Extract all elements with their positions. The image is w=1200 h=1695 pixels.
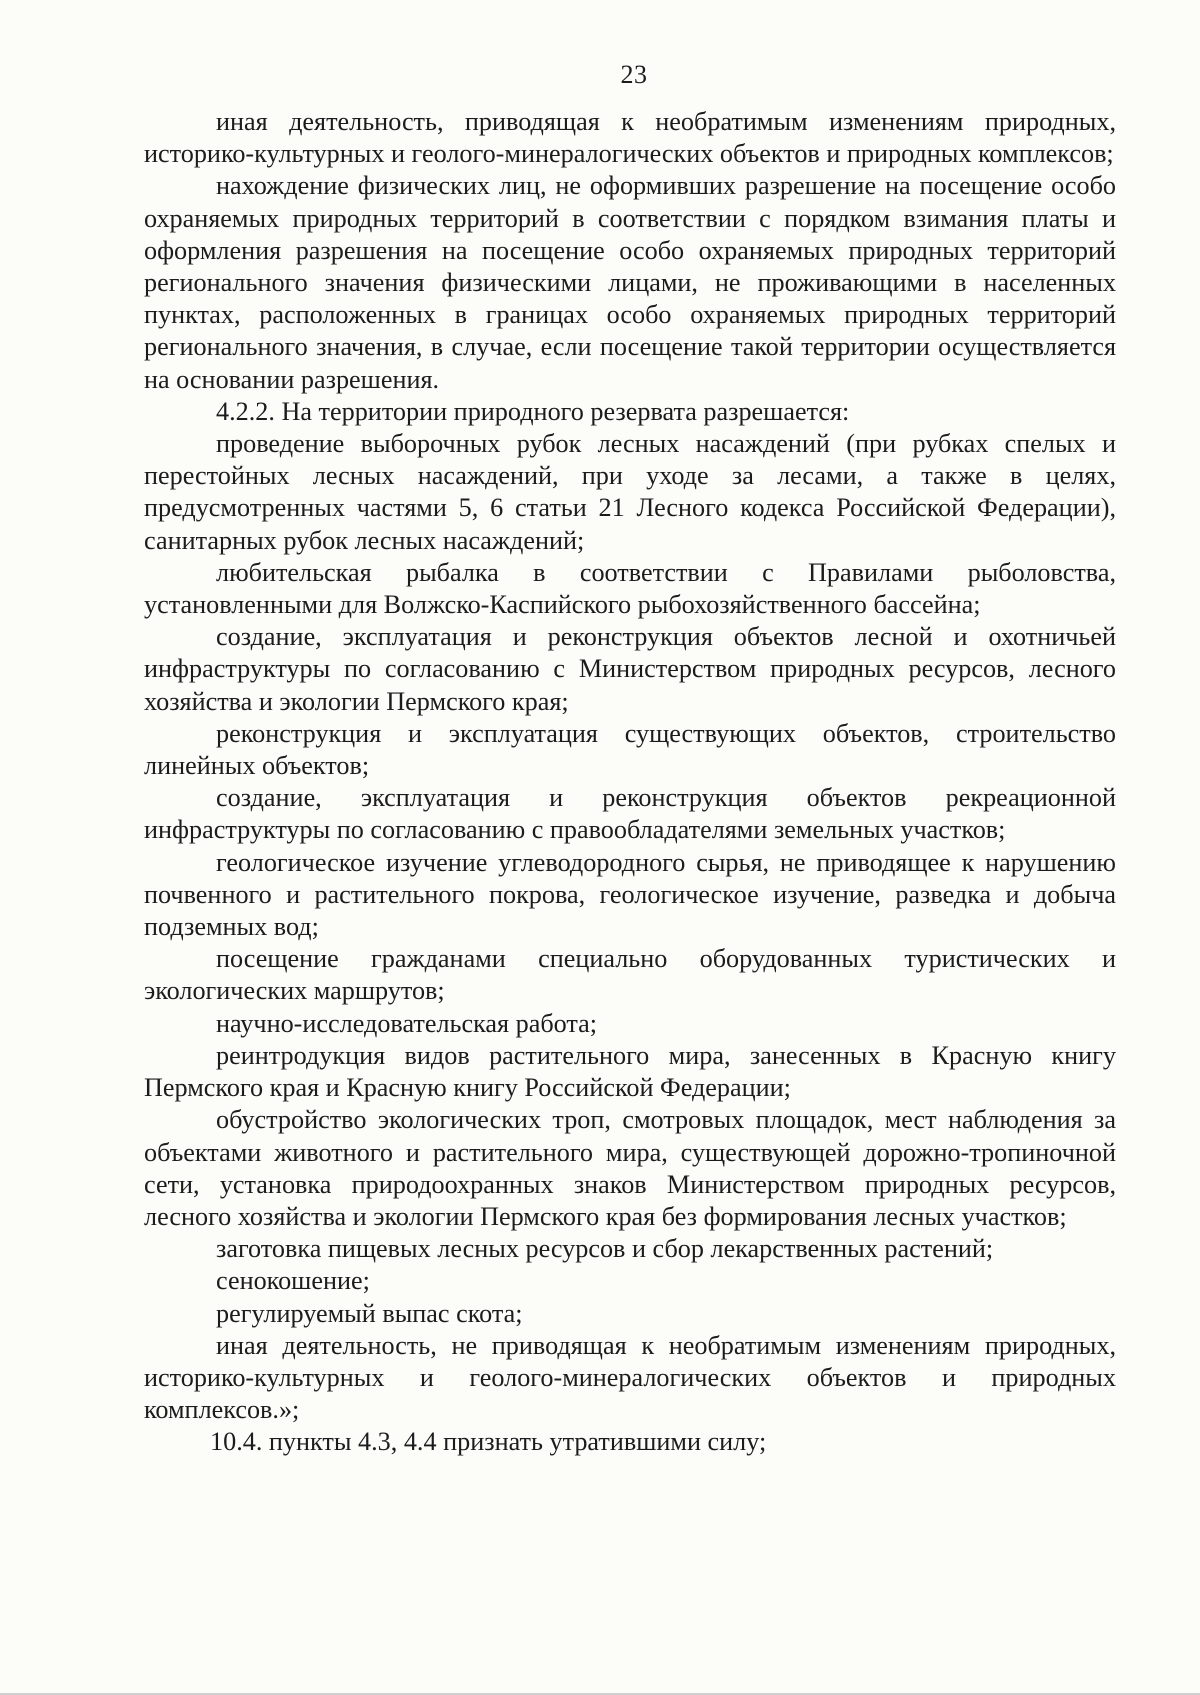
paragraph: посещение гражданами специально оборудованных туристических и экологических маршрутов; [144,944,1116,1006]
paragraph: 10.4. пункты 4.3, 4.4 признать утратившими силу; [210,1427,767,1457]
document-body [144,106,1116,1459]
paragraph: научно-исследовательская работа; [216,1008,598,1038]
paragraph: реконструкция и эксплуатация существующих объектов, строительство линейных объектов; [144,718,1116,781]
paragraph: сенокошение; [216,1266,370,1296]
paragraph: любительская рыбалка в соответствии с Правилами рыболовства, установленными для Волжско-Каспийского рыбохозяйственного бассейна; [144,557,1116,620]
section-heading: 4.2.2. На территории природного резервата разрешается: [216,396,850,426]
paragraph: иная деятельность, не приводящая к необратимым изменениям природных, историко-культурных и геолого-минералогических объектов и природных комплексов.»; [144,1330,1116,1425]
paragraph: нахождение физических лиц, не оформивших разрешение на посещение особо охраняемых природных территорий в соответствии с порядком взимания платы и оформления разрешения на посещение особо охраняемых природных территорий регионального значения физическими лицами, не проживающими в населенных пунктах, расположенных в границах особо охраняемых природных территорий регионального значения, в случае, если посещение такой территории осуществляется на основании разрешения. [144,171,1116,394]
page-number: 23 [620,60,648,89]
paragraph: заготовка пищевых лесных ресурсов и сбор лекарственных растений; [216,1234,994,1264]
paragraph: проведение выборочных рубок лесных насаждений (при рубках спелых и перестойных лесных насаждений, при уходе за лесами, а также в целях, предусмотренных частями 5, 6 статьи 21 Лесного кодекса Российской Федерации), санитарных рубок лесных насаждений; [144,429,1116,555]
paragraph: создание, эксплуатация и реконструкция объектов лесной и охотничьей инфраструктуры по согласованию с Министерством природных ресурсов, лесного хозяйства и экологии Пермского края; [144,622,1116,716]
paragraph: реинтродукция видов растительного мира, занесенных в Красную книгу Пермского края и Красную книгу Российской Федерации; [144,1040,1116,1103]
paragraph: создание, эксплуатация и реконструкция объектов рекреационной инфраструктуры по согласованию с правообладателями земельных участков; [144,783,1116,845]
paragraph: иная деятельность, приводящая к необратимым изменениям природных, историко-культурных и геолого-минералогических объектов и природных комплексов; [144,107,1116,169]
paragraph: геологическое изучение углеводородного сырья, не приводящее к нарушению почвенного и растительного покрова, геологическое изучение, разведка и добыча подземных вод; [144,847,1116,942]
paragraph: обустройство экологических троп, смотровых площадок, мест наблюдения за объектами животного и растительного мира, существующей дорожно-тропиночной сети, установка природоохранных знаков Министерством природных ресурсов, лесного хозяйства и экологии Пермского края без формирования лесных участков; [144,1105,1116,1231]
paragraph: регулируемый выпас скота; [216,1298,523,1328]
